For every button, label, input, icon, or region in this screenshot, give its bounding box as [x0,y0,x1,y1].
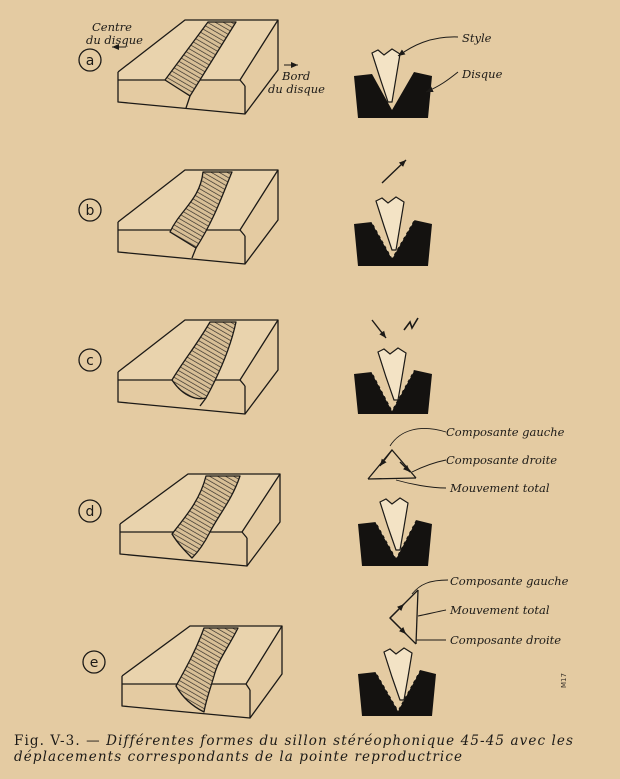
label-e-droite: Composante droite [450,633,562,647]
label-bord-line2: du disque [268,82,325,96]
panel-a [79,20,503,118]
label-d-droite: Composante droite [446,453,558,467]
disc-block-c [118,320,278,414]
panel-d [79,425,565,566]
label-e-gauche: Composante gauche [450,574,569,588]
label-centre-line2: du disque [86,33,143,47]
label-style: Style [462,31,492,45]
stylus-section-b [354,197,432,266]
label-d-total: Mouvement total [450,481,550,495]
panel-c [79,318,432,414]
figure-caption [14,733,610,765]
motion-arrow-c [372,320,386,338]
disc-block-b [118,170,278,264]
panel-a-letter: a [85,53,95,69]
caption-text: Différentes formes du sillon stéréophonique 45-45 avec les déplacements correspondants de la pointe reproductrice [14,733,575,765]
vector-triangle-e [390,590,418,644]
label-bord-line1: Bord [282,69,311,83]
pointer-e-total [418,610,446,616]
motion-arrow-b [382,160,406,183]
label-e-total: Mouvement total [450,603,550,617]
motion-squiggle-c [404,318,418,330]
side-mark: M17 [560,673,568,688]
pointer-d-droite [412,460,446,472]
pointer-d-gauche [390,428,446,446]
vector-triangle-d [368,450,416,479]
stylus-section-c [354,348,432,414]
label-disque: Disque [462,67,503,81]
disc-block-d [120,474,280,566]
style-pointer [398,37,458,56]
caption-prefix: Fig. V-3. — [14,733,107,749]
label-centre-line1: Centre [92,20,132,34]
panel-e [83,574,569,718]
stylus-section-e [358,648,436,716]
panel-d-letter: d [85,504,95,520]
pointer-d-total [396,480,446,488]
panel-b [79,160,432,266]
label-d-gauche: Composante gauche [446,425,565,439]
stylus-section-a [354,49,432,118]
panel-e-letter: e [89,655,99,671]
stylus-section-d [358,498,432,566]
panel-c-letter: c [86,353,94,369]
disc-block-e [122,626,282,718]
panel-b-letter: b [85,203,95,219]
